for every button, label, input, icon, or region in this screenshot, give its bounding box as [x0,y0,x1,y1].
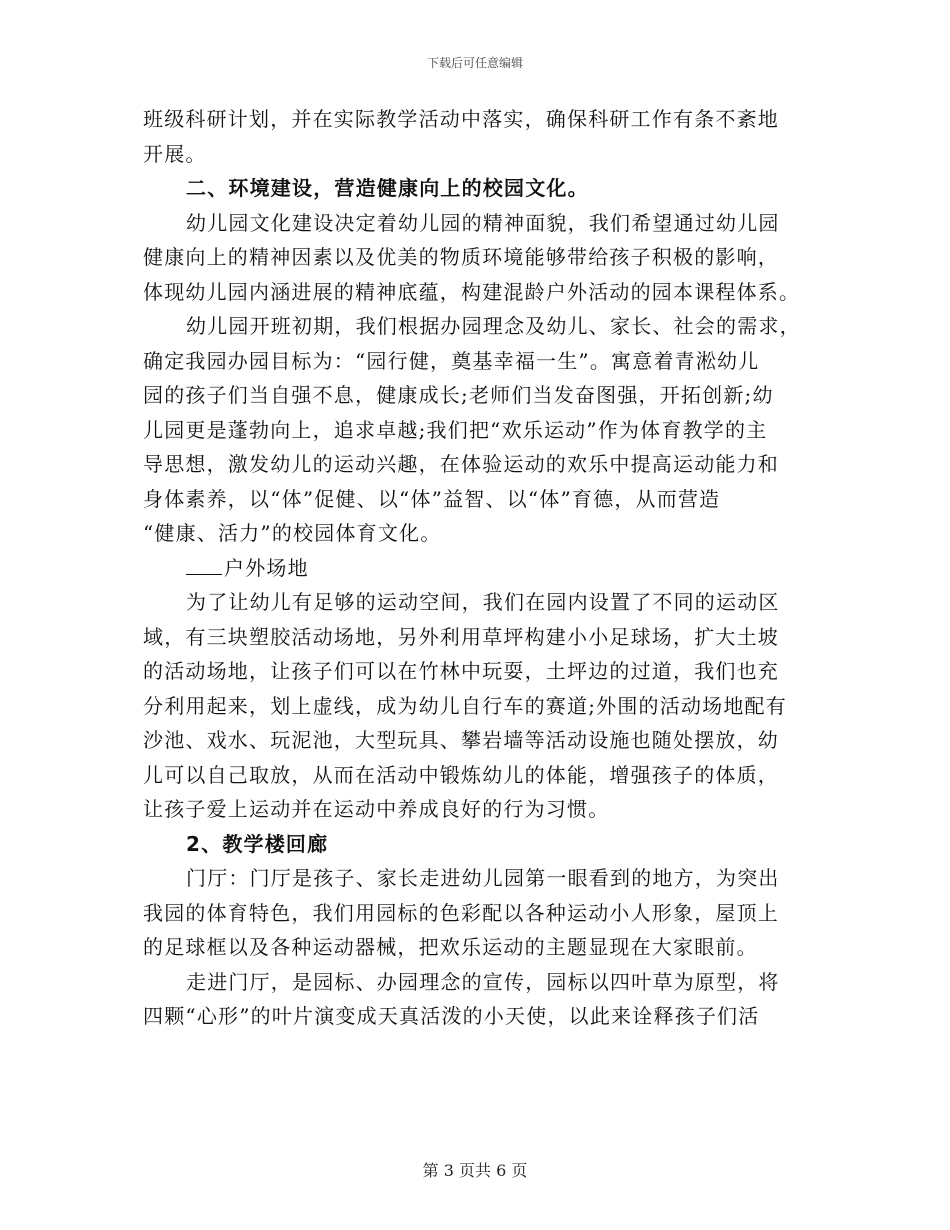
paragraph-line: “健康、活力”的校园体育文化。 [143,521,442,545]
paragraph-line: 儿园更是蓬勃向上，追求卓越;我们把“欢乐运动”作为体育教学的主 [143,417,768,442]
paragraph-line: 域，有三块塑胶活动场地，另外利用草坪构建小小足球场，扩大土坡 [143,624,779,649]
subheading-outdoor [143,551,813,586]
fill-in-blank [186,552,222,575]
subheading-text: 户外场地 [224,555,309,580]
paragraph-line: 确定我园办园目标为：“园行健，奠基幸福一生”。寓意着青淞幼儿 [143,348,760,373]
paragraph-first-line: 幼儿园文化建设决定着幼儿园的精神面貌，我们希望通过幼儿园 [186,210,780,235]
paragraph-line: 园的孩子们当自强不息，健康成长;老师们当发奋图强，开拓创新;幼 [143,383,774,407]
paragraph-first-line: 为了让幼儿有足够的运动空间，我们在园内设置了不同的运动区 [186,590,780,614]
paragraph-line: 健康向上的精神因素以及优美的物质环境能够带给孩子积极的影响， [143,245,779,269]
paragraph-first-line: 门厅：门厅是孩子、家长走进幼儿园第一眼看到的地方，为突出 [186,866,780,890]
paragraph-line: 让孩子爱上运动并在运动中养成良好的行为习惯。 [143,797,610,821]
paragraph-line: 沙池、戏水、玩泥池，大型玩具、攀岩墙等活动设施也随处摆放，幼 [143,728,779,752]
paragraph-first-line: 走进门厅，是园标、办园理念的宣传，园标以四叶草为原型，将 [186,969,780,994]
paragraph-line: 分利用起来，划上虚线，成为幼儿自行车的赛道;外围的活动场地配有 [143,693,787,718]
paragraph-first-line: 幼儿园开班初期，我们根据办园理念及幼儿、家长、社会的需求， [186,314,801,338]
paragraph-line: 我园的体育特色，我们用园标的色彩配以各种运动小人形象，屋顶上 [143,900,779,925]
paragraph-line: 四颗“心形”的叶片演变成天真活泼的小天使，以此来诠释孩子们活 [143,1004,760,1028]
document-body [143,102,813,1034]
paragraph-line: 儿可以自己取放，从而在活动中锻炼幼儿的体能，增强孩子的体质， [143,762,779,787]
page-header-note: 下载后可任意编辑 [426,56,523,70]
paragraph-line: 开展。 [143,141,207,166]
paragraph-line: 的活动场地，让孩子们可以在竹林中玩耍，土坪边的过道，我们也充 [143,659,779,683]
section-heading: 二、环境建设，营造健康向上的校园文化。 [186,176,589,200]
paragraph-line: 身体素养，以“体”促健、以“体”益智、以“体”育德，从而营造 [143,486,721,511]
paragraph-line: 导思想，激发幼儿的运动兴趣，在体验运动的欢乐中提高运动能力和 [143,452,779,476]
subheading-building: 2、教学楼回廊 [186,831,329,856]
paragraph-line: 班级科研计划，并在实际教学活动中落实，确保科研工作有条不紊地 [143,107,779,131]
paragraph-line: 的足球框以及各种运动器械，把欢乐运动的主题显现在大家眼前。 [143,935,758,959]
page-footer: 第 3 页共 6 页 [422,1161,528,1180]
paragraph-line: 体现幼儿园内涵进展的精神底蕴，构建混龄户外活动的园本课程体系。 [143,279,801,304]
